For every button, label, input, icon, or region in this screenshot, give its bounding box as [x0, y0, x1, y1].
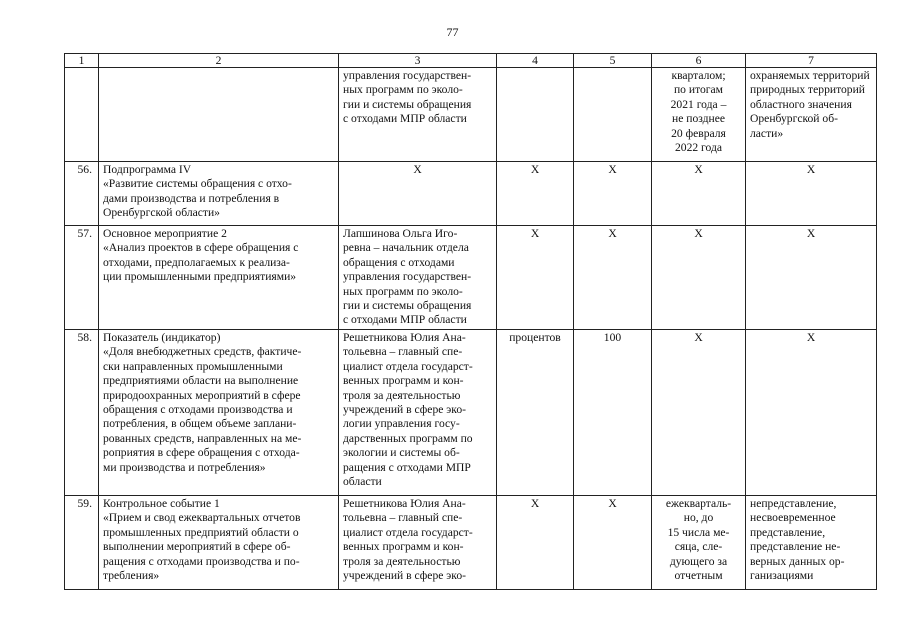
cell-line: Х	[806, 163, 816, 176]
cell-line: учреждений в сфере эко-	[343, 403, 466, 417]
cell-line: но, до	[683, 511, 714, 525]
cell-line: непредставление,	[750, 497, 837, 510]
row-number-cell: 56.	[65, 162, 99, 226]
cell-line: требления»	[103, 569, 160, 583]
cell-line: Оренбургской области»	[103, 206, 220, 220]
row-number-cell: 57.	[65, 226, 99, 330]
value-cell: Х	[574, 226, 652, 330]
cell-line: выполнении мероприятий в сфере об-	[103, 540, 291, 554]
cell-line: рованных средств, направленных на ме-	[103, 431, 302, 445]
cell-line: «Доля внебюджетных средств, фактиче-	[103, 345, 302, 359]
page-number: 77	[446, 25, 459, 39]
cell-line: Х	[806, 227, 816, 240]
cell-line: несвоевременное	[750, 511, 836, 525]
value-cell: Х	[574, 496, 652, 590]
cell-line: управления государствен-	[343, 270, 472, 284]
cell-line: отчетным	[674, 569, 723, 583]
header-cell: 3	[339, 54, 497, 68]
row-number-cell: 58.	[65, 330, 99, 496]
responsible-cell	[339, 68, 497, 162]
cell-line: ных программ по эколо-	[343, 284, 463, 298]
cell-line: по итогам	[673, 83, 724, 97]
cell-line: природоохранных мероприятий в сфере	[103, 388, 301, 402]
row-number-cell	[65, 68, 99, 162]
table-row	[65, 496, 877, 590]
cell-line: предприятиями области на выполнение	[103, 374, 299, 388]
cell-line: гии и системы обращения	[343, 97, 472, 111]
cell-line: троля за деятельностью	[343, 388, 461, 402]
deadline-cell	[652, 496, 746, 590]
measures-table	[64, 53, 877, 590]
cell-line: ных программ по эколо-	[343, 83, 463, 97]
cell-line: природных территорий	[750, 83, 865, 97]
table-row	[65, 162, 877, 226]
cell-line: обращения с отходами производства и	[103, 403, 293, 417]
cell-line: Х	[694, 331, 703, 344]
cell-line: дами производства и потребления в	[103, 191, 280, 205]
cell-line: Лапшинова Ольга Иго-	[343, 227, 458, 240]
cell-line: управления государствен-	[343, 69, 472, 82]
cell-line: промышленных предприятий области о	[103, 525, 299, 539]
consequence-cell	[746, 226, 877, 330]
responsible-cell	[339, 496, 497, 590]
unit-cell: Х	[497, 496, 574, 590]
unit-cell: Х	[497, 162, 574, 226]
cell-line: ски направленных промышленными	[103, 359, 283, 373]
responsible-cell	[339, 330, 497, 496]
cell-line: Основное мероприятие 2	[103, 227, 227, 240]
cell-line: ежекварталь-	[665, 497, 732, 510]
cell-line: Решетникова Юлия Ана-	[343, 497, 466, 510]
cell-line: Подпрограмма IV	[103, 163, 192, 176]
responsible-cell	[339, 162, 497, 226]
cell-line: «Развитие системы обращения с отхо-	[103, 177, 292, 191]
header-row	[65, 54, 877, 68]
cell-line: ганизациями	[750, 569, 814, 583]
cell-line: троля за деятельностью	[343, 554, 461, 568]
table-row	[65, 226, 877, 330]
cell-line: Решетникова Юлия Ана-	[343, 331, 466, 344]
cell-line: области	[343, 475, 382, 489]
deadline-cell	[652, 226, 746, 330]
cell-line: 15 числа ме-	[667, 525, 730, 539]
cell-line: циалист отдела государст-	[343, 359, 473, 373]
unit-cell	[497, 68, 574, 162]
cell-line: с отходами МПР области	[343, 313, 467, 327]
measure-name-cell	[99, 330, 339, 496]
cell-line: экологии и системы об-	[343, 446, 460, 460]
cell-line: ращения с отходами производства и по-	[103, 554, 300, 568]
cell-line: Х	[694, 163, 703, 176]
cell-line: верных данных ор-	[750, 554, 845, 568]
row-number-cell: 59.	[65, 496, 99, 590]
cell-line: логии управления госу-	[343, 417, 460, 431]
measure-name-cell	[99, 226, 339, 330]
cell-line: областного значения	[750, 97, 852, 111]
value-cell: Х	[574, 162, 652, 226]
table-row	[65, 330, 877, 496]
cell-line: дарственных программ по	[343, 431, 473, 445]
value-cell: 100	[574, 330, 652, 496]
value-cell	[574, 68, 652, 162]
cell-line: гии и системы обращения	[343, 299, 472, 313]
cell-line: дующего за	[669, 554, 728, 568]
cell-line: 20 февраля	[671, 126, 726, 140]
cell-line: тольевна – главный спе-	[343, 511, 463, 525]
cell-line: Х	[413, 163, 422, 176]
cell-line: охраняемых территорий	[750, 69, 870, 82]
cell-line: Контрольное событие 1	[103, 497, 220, 510]
cell-line: учреждений в сфере эко-	[343, 569, 466, 583]
consequence-cell	[746, 496, 877, 590]
header-cell: 6	[652, 54, 746, 68]
cell-line: венных программ и кон-	[343, 374, 464, 388]
cell-line: венных программ и кон-	[343, 540, 464, 554]
cell-line: обращения с отходами	[343, 255, 455, 269]
cell-line: сяца, сле-	[674, 540, 723, 554]
cell-line: Оренбургской об-	[750, 112, 838, 126]
cell-line: ласти»	[750, 126, 784, 140]
cell-line: представление не-	[750, 540, 841, 554]
cell-line: с отходами МПР области	[343, 112, 467, 126]
responsible-cell	[339, 226, 497, 330]
measure-name-cell	[99, 496, 339, 590]
cell-line: роприятия в сфере обращения с отхода-	[103, 446, 300, 460]
header-cell: 1	[65, 54, 99, 68]
cell-line: «Прием и свод ежеквартальных отчетов	[103, 511, 301, 525]
cell-line: 2021 года –	[670, 97, 727, 111]
cell-line: ращения с отходами МПР	[343, 460, 471, 474]
header-cell: 4	[497, 54, 574, 68]
table-row	[65, 68, 877, 162]
cell-line: отходами, предполагаемых к реализа-	[103, 255, 290, 269]
cell-line: не позднее	[671, 112, 725, 126]
consequence-cell	[746, 68, 877, 162]
measure-name-cell	[99, 162, 339, 226]
cell-line: тольевна – главный спе-	[343, 345, 463, 359]
cell-line: 2022 года	[674, 141, 723, 155]
unit-cell: Х	[497, 226, 574, 330]
cell-line: ревна – начальник отдела	[343, 241, 469, 255]
cell-line: Х	[806, 331, 816, 344]
measure-name-cell	[99, 68, 339, 162]
cell-line: представление,	[750, 525, 826, 539]
cell-line: «Анализ проектов в сфере обращения с	[103, 241, 299, 255]
cell-line: циалист отдела государст-	[343, 525, 473, 539]
cell-line: Показатель (индикатор)	[103, 331, 221, 344]
header-cell: 2	[99, 54, 339, 68]
deadline-cell	[652, 162, 746, 226]
unit-cell: процентов	[497, 330, 574, 496]
cell-line: кварталом;	[671, 69, 726, 82]
cell-line: потребления, в общем объеме заплани-	[103, 417, 297, 431]
deadline-cell	[652, 68, 746, 162]
cell-line: Х	[694, 227, 703, 240]
header-cell: 5	[574, 54, 652, 68]
cell-line: ми производства и потребления»	[103, 460, 266, 474]
consequence-cell	[746, 330, 877, 496]
cell-line: ции промышленными предприятиями»	[103, 270, 297, 284]
deadline-cell	[652, 330, 746, 496]
header-cell: 7	[746, 54, 877, 68]
consequence-cell	[746, 162, 877, 226]
